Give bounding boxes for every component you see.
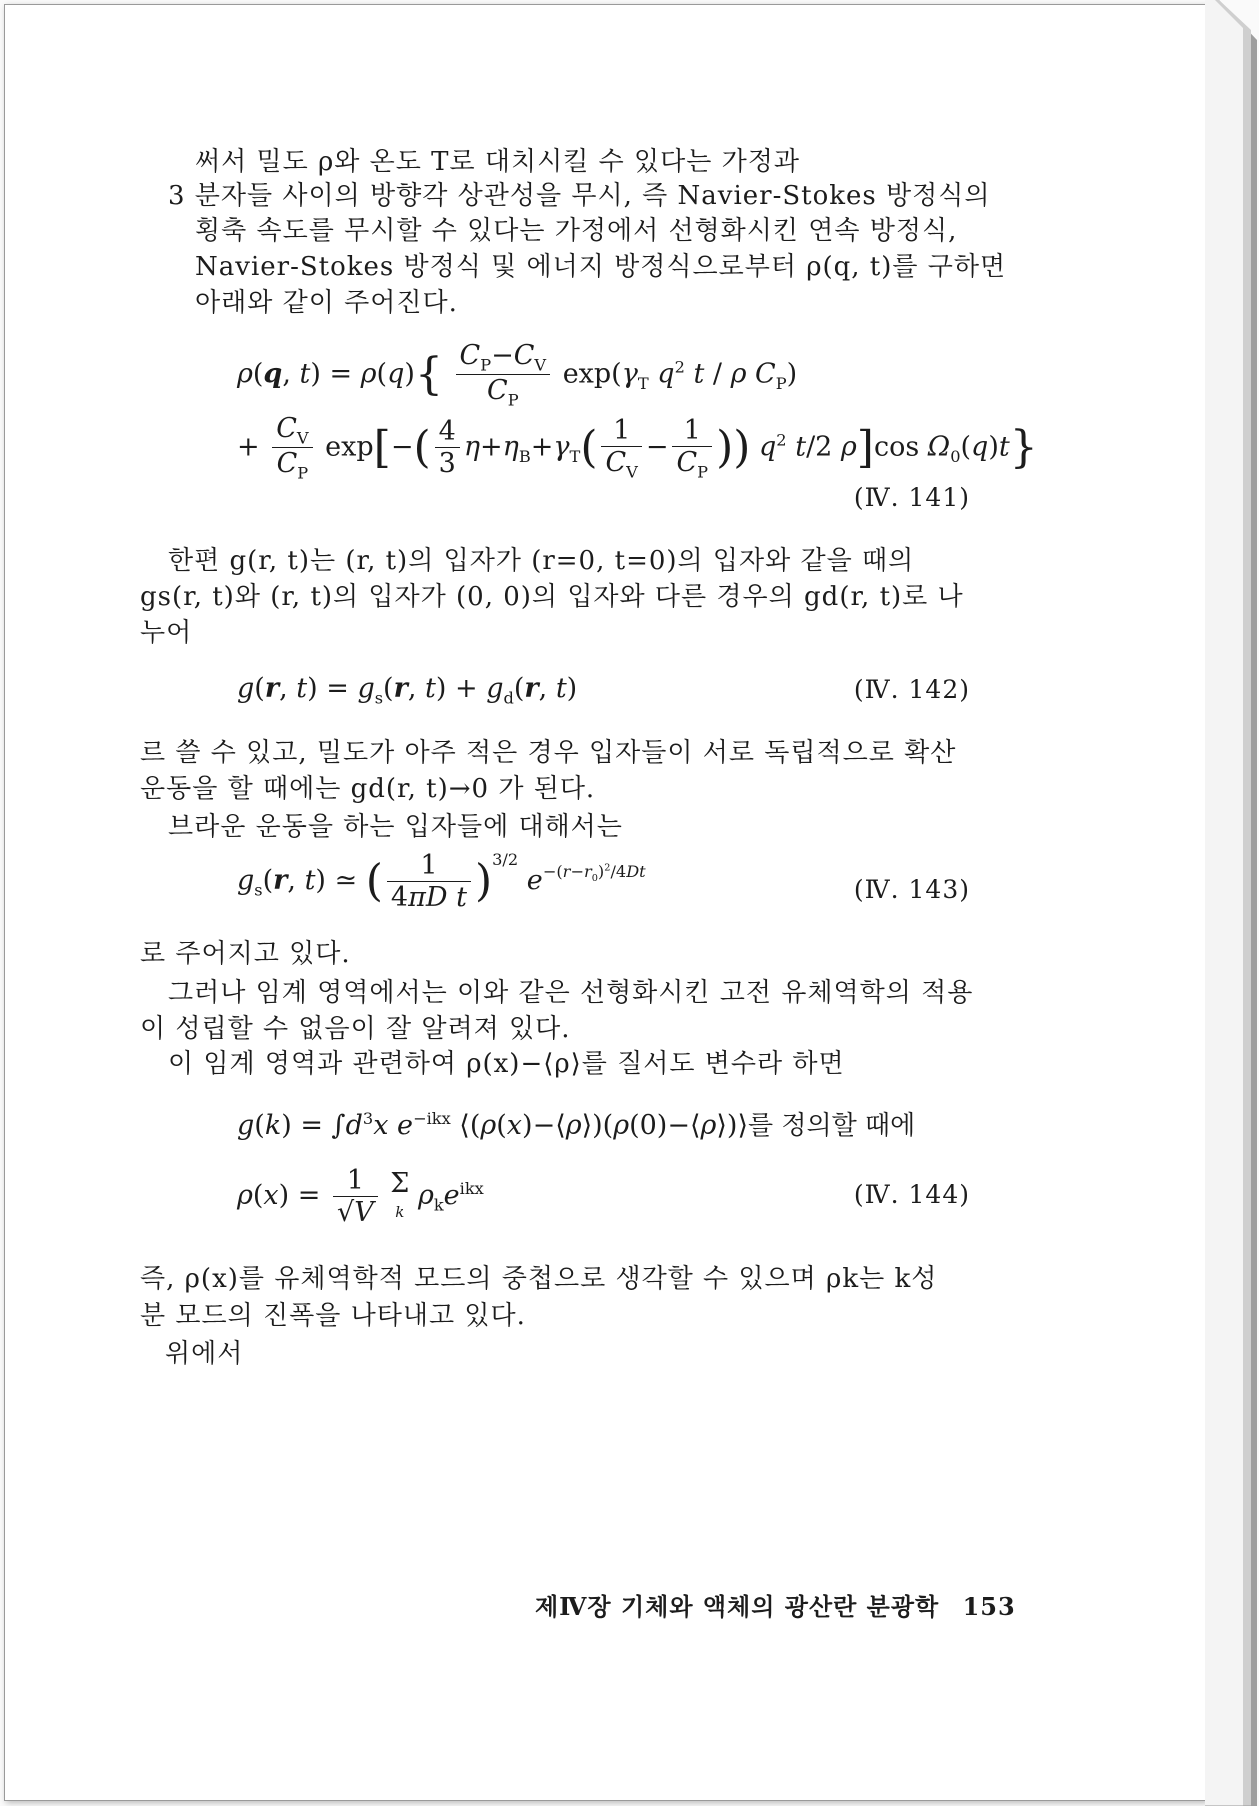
equation-141-line-2: + $\frac{C_V}{C_P}$ exp[−( $\frac{4}{3}$ $\eta+\eta_B+\gamma_T$( $\frac{1}{C_V}$ − $\frac{1}{C_P}$ )) $q^2$ t/2 ρ]cos $\Omega_0(q)t$} [237, 413, 1038, 483]
equation-143: $g_s(r$, t) ≃ ( $\frac{1}{\text{4πD t}}$ )$^{3/2}$ $e^{-(r-r_0)^2/4Dt}$ [237, 850, 646, 913]
text-line-6: 한편 g(r, t)는 (r, t)의 입자가 (r=0, t=0)의 입자와 같을 때의 [168, 546, 915, 576]
page-number: 153 [962, 1592, 1016, 1621]
equation-number-143: (Ⅳ. 143) [853, 875, 970, 904]
equation-144-definition: $g(k) = \int d^3x$ $e^{-ikx}$ ⟨(ρ(x)−⟨ρ⟩)(ρ(0)−⟨ρ⟩)⟩를 정의할 때에 [237, 1109, 916, 1141]
equation-144-tail-text: 를 정의할 때에 [747, 1111, 916, 1141]
chapter-title: 제Ⅳ장 기체와 액체의 광산란 분광학 [535, 1592, 940, 1621]
text-line-12: 로 주어지고 있다. [140, 939, 351, 969]
page-curl-edge [1205, 0, 1259, 1806]
equation-number-144: (Ⅳ. 144) [853, 1180, 970, 1209]
document-page [4, 4, 1206, 1801]
text-line-2: 3 분자들 사이의 방향각 상관성을 무시, 즉 Navier-Stokes 방정식의 [168, 181, 991, 211]
text-line-14: 이 성립할 수 없음이 잘 알려져 있다. [140, 1014, 571, 1044]
text-line-9: 르 쓸 수 있고, 밀도가 아주 적은 경우 입자들이 서로 독립적으로 확산 [140, 738, 957, 768]
text-line-13: 그러나 임계 영역에서는 이와 같은 선형화시킨 고전 유체역학의 적용 [168, 978, 974, 1008]
text-line-16: 즉, ρ(x)를 유체역학적 모드의 중첩으로 생각할 수 있으며 ρk는 k성 [140, 1264, 938, 1294]
text-line-3: 횡축 속도를 무시할 수 있다는 가정에서 선형화시킨 연속 방정식, [195, 216, 958, 246]
text-line-11: 브라운 운동을 하는 입자들에 대해서는 [168, 812, 623, 842]
text-line-10: 운동을 할 때에는 gd(r, t)→0 가 된다. [140, 774, 596, 804]
equation-number-141: (Ⅳ. 141) [853, 483, 970, 512]
equation-144: ρ(x) = $\frac{1}{√V}$ Σ k $\rho_ke^{ikx}$ [237, 1165, 484, 1228]
page-footer [535, 1587, 1016, 1622]
text-line-18: 위에서 [165, 1339, 244, 1369]
text-line-17: 분 모드의 진폭을 나타내고 있다. [140, 1301, 526, 1331]
equation-number-142: (Ⅳ. 142) [853, 675, 970, 704]
text-line-5: 아래와 같이 주어진다. [195, 288, 458, 318]
text-line-4: Navier-Stokes 방정식 및 에너지 방정식으로부터 ρ(q, t)를 구하면 [195, 252, 1007, 282]
text-line-15: 이 임계 영역과 관련하여 ρ(x)−⟨ρ⟩를 질서도 변수라 하면 [168, 1049, 845, 1079]
text-line-7: gs(r, t)와 (r, t)의 입자가 (0, 0)의 입자와 다른 경우의 gd(r, t)로 나 [140, 582, 964, 612]
equation-141-line-1: ρ(q, t) = ρ(q){ $\frac{C_P-C_V}{C_P}$ $\exp(\gamma_T$ $q^2$ t / ρ $C_P$) [237, 340, 798, 410]
equation-142: g(r, $t) = g_s(r$, $t) + g_d(r$, t) [237, 673, 578, 708]
text-line-8: 누어 [140, 618, 193, 648]
text-line-1: 써서 밀도 ρ와 온도 T로 대치시킬 수 있다는 가정과 [195, 147, 800, 177]
